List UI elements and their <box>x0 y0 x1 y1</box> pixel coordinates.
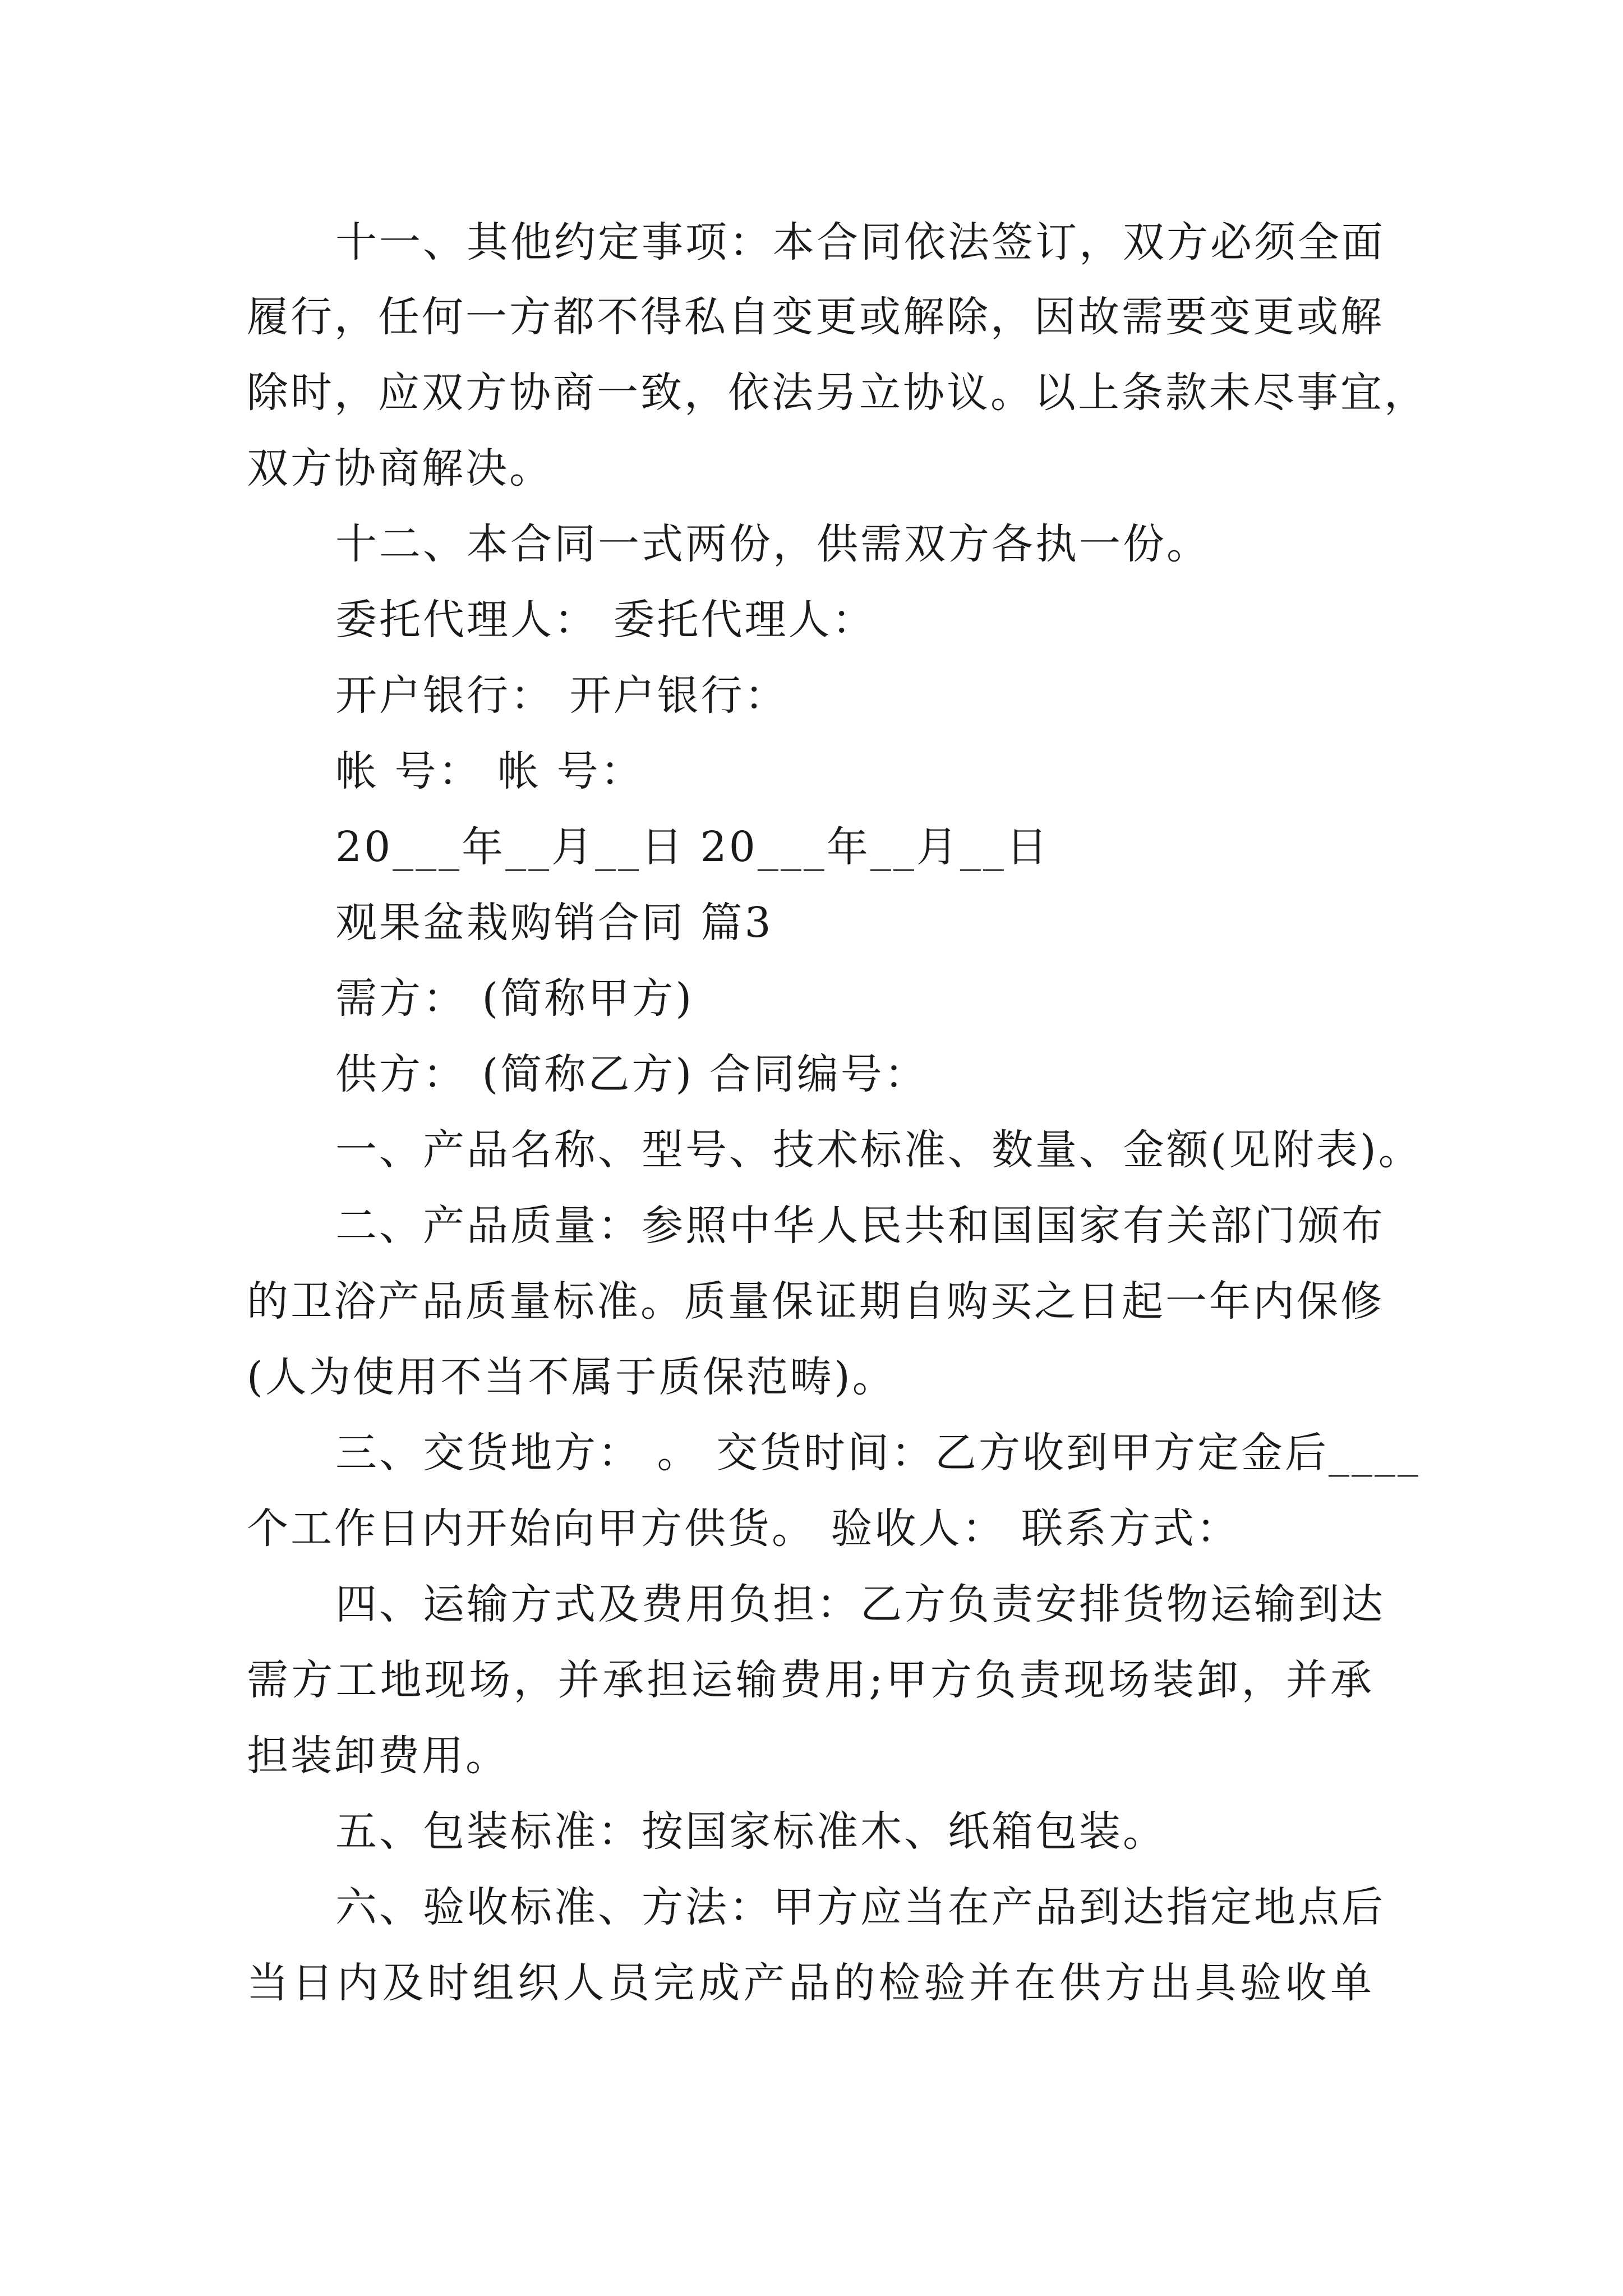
agent-line: 委托代理人： 委托代理人： <box>335 596 876 644</box>
clause-2-line-3: (人为使用不当不属于质保范畴)。 <box>247 1353 896 1401</box>
clause-2-line-1: 二、产品质量：参照中华人民共和国国家有关部门颁布 <box>335 1202 1385 1250</box>
paragraph-11-line-3: 除时，应双方协商一致，依法另立协议。以上条款未尽事宜， <box>247 369 1428 417</box>
clause-4-line-1: 四、运输方式及费用负担：乙方负责安排货物运输到达 <box>335 1580 1385 1628</box>
paragraph-11-line-2: 履行，任何一方都不得私自变更或解除，因故需要变更或解 <box>247 293 1384 341</box>
paragraph-11-line-4: 双方协商解决。 <box>247 444 553 493</box>
clause-4-line-3: 担装卸费用。 <box>247 1732 509 1780</box>
buyer-line: 需方： (简称甲方) <box>335 974 694 1023</box>
account-line: 帐 号： 帐 号： <box>335 747 644 795</box>
paragraph-11-line-1: 十一、其他约定事项：本合同依法签订，双方必须全面 <box>335 218 1385 266</box>
clause-4-line-2: 需方工地现场，并承担运输费用;甲方负责现场装卸，并承 <box>247 1656 1374 1704</box>
clause-2-line-2: 的卫浴产品质量标准。质量保证期自购买之日起一年内保修 <box>247 1277 1384 1326</box>
clause-6-line-1: 六、验收标准、方法：甲方应当在产品到达指定地点后 <box>335 1883 1385 1931</box>
clause-5: 五、包装标准：按国家标准木、纸箱包装。 <box>335 1807 1166 1856</box>
clause-3-line-1: 三、交货地方： 。 交货时间：乙方收到甲方定金后____ <box>335 1429 1421 1477</box>
date-line: 20___年__月__日 20___年__月__日 <box>335 823 1050 871</box>
clause-6-line-2: 当日内及时组织人员完成产品的检验并在供方出具验收单 <box>247 1959 1374 2007</box>
supplier-line: 供方： (简称乙方) 合同编号： <box>335 1050 928 1098</box>
clause-1: 一、产品名称、型号、技术标准、数量、金额(见附表)。 <box>335 1126 1422 1174</box>
paragraph-12: 十二、本合同一式两份，供需双方各执一份。 <box>335 520 1210 568</box>
clause-3-line-2: 个工作日内开始向甲方供货。 验收人： 联系方式： <box>247 1504 1241 1553</box>
bank-line: 开户银行： 开户银行： <box>335 671 789 720</box>
section-title: 观果盆栽购销合同 篇3 <box>335 899 773 947</box>
